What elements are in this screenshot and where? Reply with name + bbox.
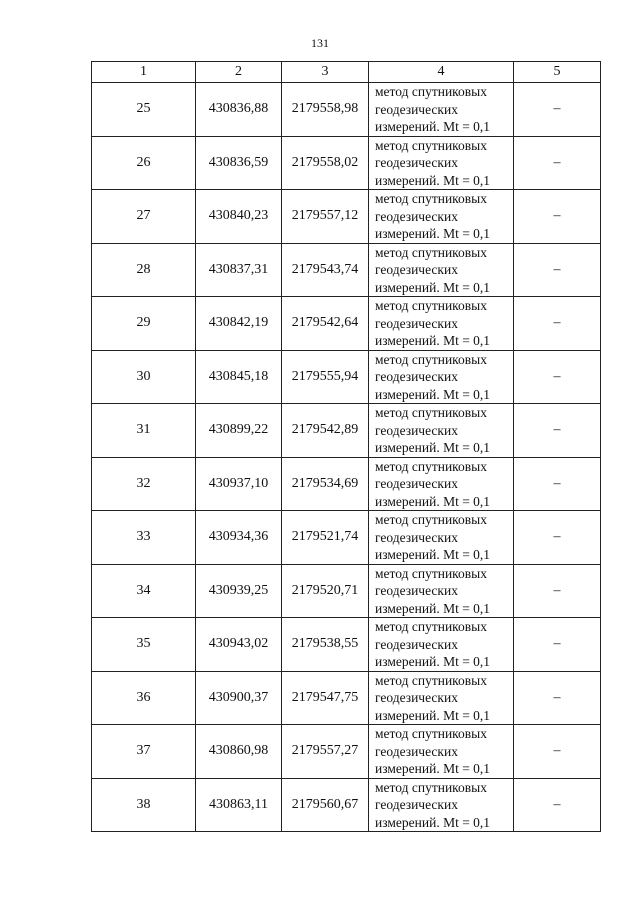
method-line: измерений. Mt = 0,1	[375, 654, 491, 669]
method-line: геодезических	[375, 422, 458, 438]
table-header-row	[92, 62, 601, 83]
y-coordinate-cell: 2179520,71	[282, 564, 369, 618]
point-number-cell: 32	[92, 457, 196, 511]
point-number-cell: 30	[92, 350, 196, 404]
method-cell	[369, 511, 514, 565]
method-line: измерений. Mt = 0,1	[375, 600, 491, 616]
column-header-5: 5	[514, 62, 601, 83]
point-number-cell: 34	[92, 564, 196, 618]
method-cell	[369, 618, 514, 672]
method-line: измерений. Mt = 0,1	[375, 119, 491, 134]
method-line: метод спутниковых	[375, 84, 487, 99]
method-line: измерений. Mt = 0,1	[375, 226, 491, 241]
method-line: метод спутниковых	[375, 191, 487, 206]
table-row	[92, 618, 601, 672]
point-number-cell: 35	[92, 618, 196, 672]
point-number-cell: 38	[92, 778, 196, 832]
x-coordinate-cell: 430860,98	[196, 725, 282, 779]
note-cell: –	[514, 297, 601, 351]
y-coordinate-cell: 2179558,02	[282, 136, 369, 190]
method-line: измерений. Mt = 0,1	[375, 761, 491, 776]
method-cell	[369, 778, 514, 832]
table-row	[92, 725, 601, 779]
method-line: измерений. Mt = 0,1	[375, 814, 491, 830]
note-cell: –	[514, 457, 601, 511]
y-coordinate-cell: 2179543,74	[282, 243, 369, 297]
x-coordinate-cell: 430863,11	[196, 778, 282, 832]
method-cell	[369, 83, 514, 137]
method-cell	[369, 564, 514, 618]
method-line: метод спутниковых	[375, 244, 487, 260]
point-number-cell: 25	[92, 83, 196, 137]
note-cell: –	[514, 136, 601, 190]
x-coordinate-cell: 430836,59	[196, 136, 282, 190]
note-cell: –	[514, 511, 601, 565]
method-line: метод спутниковых	[375, 351, 487, 367]
method-line: измерений. Mt = 0,1	[375, 440, 491, 455]
method-line: метод спутниковых	[375, 565, 487, 581]
table-body	[92, 83, 601, 832]
method-line: геодезических	[375, 583, 458, 598]
y-coordinate-cell: 2179557,27	[282, 725, 369, 779]
table-row	[92, 243, 601, 297]
point-number-cell: 33	[92, 511, 196, 565]
column-header-2: 2	[196, 62, 282, 83]
page-number: 131	[311, 36, 329, 50]
y-coordinate-cell: 2179557,12	[282, 190, 369, 244]
column-header-1: 1	[92, 62, 196, 83]
method-line: геодезических	[375, 797, 458, 812]
method-line: геодезических	[375, 690, 458, 705]
point-number-cell: 37	[92, 725, 196, 779]
x-coordinate-cell: 430836,88	[196, 83, 282, 137]
point-number-cell: 27	[92, 190, 196, 244]
note-cell: –	[514, 243, 601, 297]
method-line: метод спутниковых	[375, 137, 487, 153]
table-row	[92, 136, 601, 190]
method-line: измерений. Mt = 0,1	[375, 386, 491, 402]
point-number-cell: 29	[92, 297, 196, 351]
point-number-cell: 26	[92, 136, 196, 190]
method-cell	[369, 725, 514, 779]
method-line: геодезических	[375, 208, 458, 224]
table-row	[92, 564, 601, 618]
note-cell: –	[514, 618, 601, 672]
table-row	[92, 297, 601, 351]
table-row	[92, 190, 601, 244]
method-line: измерений. Mt = 0,1	[375, 547, 491, 562]
method-line: геодезических	[375, 636, 458, 652]
x-coordinate-cell: 430899,22	[196, 404, 282, 458]
method-cell	[369, 457, 514, 511]
y-coordinate-cell: 2179538,55	[282, 618, 369, 672]
method-line: геодезических	[375, 476, 458, 491]
x-coordinate-cell: 430845,18	[196, 350, 282, 404]
table-row	[92, 778, 601, 832]
y-coordinate-cell: 2179547,75	[282, 671, 369, 725]
x-coordinate-cell: 430842,19	[196, 297, 282, 351]
table-row	[92, 511, 601, 565]
method-line: метод спутниковых	[375, 619, 487, 634]
table-row	[92, 404, 601, 458]
method-line: геодезических	[375, 262, 458, 277]
method-line: метод спутниковых	[375, 298, 487, 313]
note-cell: –	[514, 350, 601, 404]
method-line: геодезических	[375, 101, 458, 117]
method-line: геодезических	[375, 369, 458, 384]
coordinates-table	[91, 61, 601, 832]
y-coordinate-cell: 2179560,67	[282, 778, 369, 832]
method-line: геодезических	[375, 529, 458, 545]
x-coordinate-cell: 430939,25	[196, 564, 282, 618]
method-line: метод спутниковых	[375, 726, 487, 741]
table-row	[92, 350, 601, 404]
y-coordinate-cell: 2179555,94	[282, 350, 369, 404]
point-number-cell: 36	[92, 671, 196, 725]
method-line: метод спутниковых	[375, 405, 487, 420]
note-cell: –	[514, 671, 601, 725]
y-coordinate-cell: 2179521,74	[282, 511, 369, 565]
method-line: геодезических	[375, 315, 458, 331]
method-cell	[369, 350, 514, 404]
note-cell: –	[514, 83, 601, 137]
method-line: измерений. Mt = 0,1	[375, 333, 491, 348]
method-line: метод спутниковых	[375, 672, 487, 688]
method-cell	[369, 404, 514, 458]
method-cell	[369, 190, 514, 244]
method-line: измерений. Mt = 0,1	[375, 279, 491, 295]
method-line: геодезических	[375, 743, 458, 759]
method-cell	[369, 136, 514, 190]
x-coordinate-cell: 430943,02	[196, 618, 282, 672]
method-line: метод спутниковых	[375, 458, 487, 474]
method-line: метод спутниковых	[375, 779, 487, 795]
method-line: геодезических	[375, 155, 458, 170]
x-coordinate-cell: 430937,10	[196, 457, 282, 511]
table-row	[92, 671, 601, 725]
y-coordinate-cell: 2179542,64	[282, 297, 369, 351]
table-row	[92, 83, 601, 137]
method-line: метод спутниковых	[375, 512, 487, 527]
y-coordinate-cell: 2179542,89	[282, 404, 369, 458]
y-coordinate-cell: 2179558,98	[282, 83, 369, 137]
method-cell	[369, 671, 514, 725]
note-cell: –	[514, 190, 601, 244]
x-coordinate-cell: 430900,37	[196, 671, 282, 725]
method-cell	[369, 297, 514, 351]
y-coordinate-cell: 2179534,69	[282, 457, 369, 511]
note-cell: –	[514, 725, 601, 779]
x-coordinate-cell: 430840,23	[196, 190, 282, 244]
x-coordinate-cell: 430837,31	[196, 243, 282, 297]
point-number-cell: 28	[92, 243, 196, 297]
note-cell: –	[514, 778, 601, 832]
x-coordinate-cell: 430934,36	[196, 511, 282, 565]
note-cell: –	[514, 564, 601, 618]
column-header-3: 3	[282, 62, 369, 83]
point-number-cell: 31	[92, 404, 196, 458]
method-line: измерений. Mt = 0,1	[375, 707, 491, 723]
note-cell: –	[514, 404, 601, 458]
method-line: измерений. Mt = 0,1	[375, 172, 491, 188]
table-row	[92, 457, 601, 511]
column-header-4: 4	[369, 62, 514, 83]
method-line: измерений. Mt = 0,1	[375, 493, 491, 509]
method-cell	[369, 243, 514, 297]
